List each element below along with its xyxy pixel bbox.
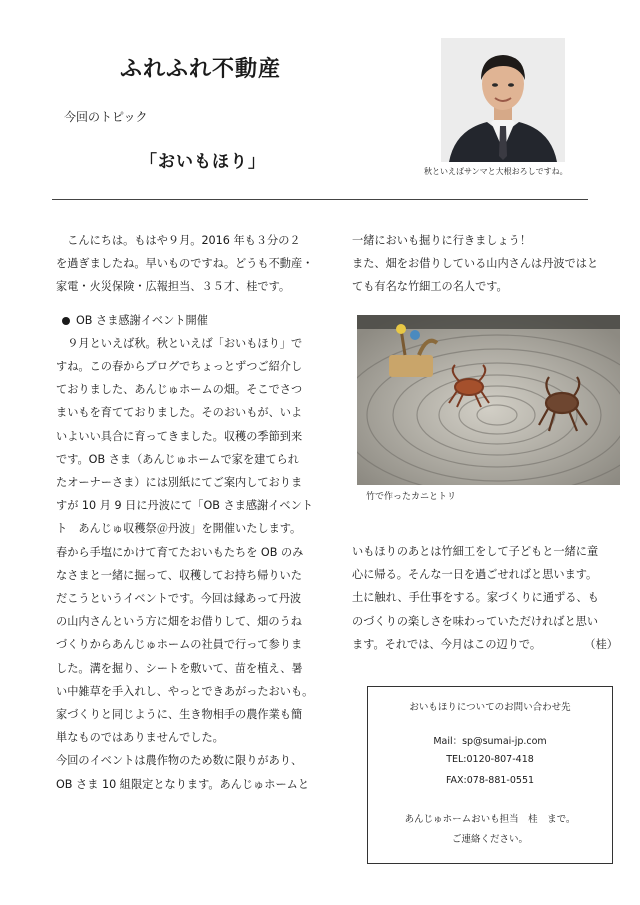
body-line: いよいい具合に育ってきました。収穫の季節到来 (56, 429, 303, 443)
intro-line: こんにちは。もはや９月。2016 年も３分の２ (67, 234, 301, 247)
body-line: いもほりのあとは竹細工をして子どもと一緒に童 (352, 545, 599, 558)
body-line: たオーナーさま）には別紙にてご案内しておりま (56, 476, 303, 490)
body-line: ト あんじゅ収穫祭＠丹波」を開催いたします。 (56, 522, 302, 536)
body-line: OB さま 10 組限定となります。あんじゅホームと (56, 777, 310, 791)
header-divider (52, 199, 588, 200)
contact-mail[interactable]: Mail：sp@sumai-jp.com (433, 736, 547, 747)
signature: （桂） (584, 637, 618, 651)
contact-heading: おいもほりについてのお問い合わせ先 (409, 702, 571, 713)
topic-label: 今回のトピック (64, 110, 148, 124)
bamboo-craft-photo (357, 315, 620, 485)
contact-box (367, 686, 613, 864)
right-column-bottom (352, 540, 624, 656)
closing-text: ます。それでは、今月はこの辺りで。 (352, 637, 542, 651)
contact-fax: FAX:078-881-0551 (445, 775, 535, 786)
body-line: また、畑をお借りしている山内さんは丹波ではと (352, 257, 599, 271)
body-line: ても有名な竹細工の名人です。 (352, 280, 508, 294)
closing-line (352, 633, 624, 656)
body-line: 家づくりと同じように、生き物相手の農作業も簡 (56, 708, 303, 722)
left-column (56, 229, 341, 796)
body-line: すが 10 月 9 日に丹波にて「OB さま感謝イベント (56, 499, 313, 513)
body-line: 春から手塩にかけて育てたおいもたちを OB のみ (56, 545, 304, 559)
body-line: すね。この春からブログでちょっとずつご紹介し (56, 360, 303, 374)
body-line: 一緒においも掘りに行きましょう！ (352, 234, 532, 247)
body-line: 土に触れ、手仕事をする。家づくりに通ずる、も (352, 591, 599, 605)
body-line: です。OB さま（あんじゅホームで家を建てられ (56, 452, 299, 466)
body-line: 今回のイベントは農作物のため数に限りがあり、 (56, 754, 303, 768)
section-heading-text: OB さま感謝イベント開催 (76, 313, 208, 327)
body-line: なさまと一緒に掘って、収穫してお持ち帰りいた (56, 568, 302, 582)
body-line: い中雑草を手入れし、やっとできあがったおいも。 (56, 684, 314, 698)
body-line: の山内さんという方に畑をお借りして、畑のうね (56, 615, 302, 629)
newsletter-title: ふれふれ不動産 (120, 57, 282, 82)
intro-line: 家電・火災保険・広報担当、３５才、桂です。 (56, 280, 291, 294)
body-line: ておりました、あんじゅホームの畑。そこでさつ (56, 383, 303, 397)
body-line: 単なものではありませんでした。 (56, 731, 224, 745)
body-line: づくりからあんじゅホームの社員で行って参りま (56, 638, 303, 652)
body-line: まいもを育てておりました。そのおいもが、いよ (56, 406, 303, 420)
body-line: だこうというイベントです。今回は縁あって丹波 (56, 592, 302, 606)
portrait-caption: 秋といえばサンマと大根おろしですね。 (424, 167, 568, 176)
contact-person: あんじゅホームおいも担当 桂 まで。 (404, 814, 576, 825)
section-heading (56, 309, 341, 332)
author-portrait-photo (441, 38, 565, 162)
portrait-illustration (441, 38, 565, 162)
craft-photo-caption: 竹で作ったカニとトリ (366, 492, 457, 502)
body-line: した。溝を掘り、シートを敷いて、苗を植え、暑 (56, 661, 303, 675)
topic-title: 「おいもほり」 (140, 152, 266, 172)
body-line: 心に帰る。そんな一日を過ごせればと思います。 (352, 568, 598, 582)
contact-tel[interactable]: TEL:0120-807-418 (446, 754, 534, 765)
body-line: のづくりの楽しさを味わっていただければと思い (352, 614, 599, 628)
intro-line: を過ぎましたね。早いものですね。どうも不動産・ (56, 257, 314, 271)
contact-closing: ご連絡ください。 (451, 834, 528, 845)
body-line: ９月といえば秋。秋といえば「おいもほり」で (67, 336, 303, 350)
right-column-top (352, 229, 624, 299)
bullet-icon (62, 317, 70, 325)
bamboo-crab-bird-illustration (357, 315, 620, 485)
